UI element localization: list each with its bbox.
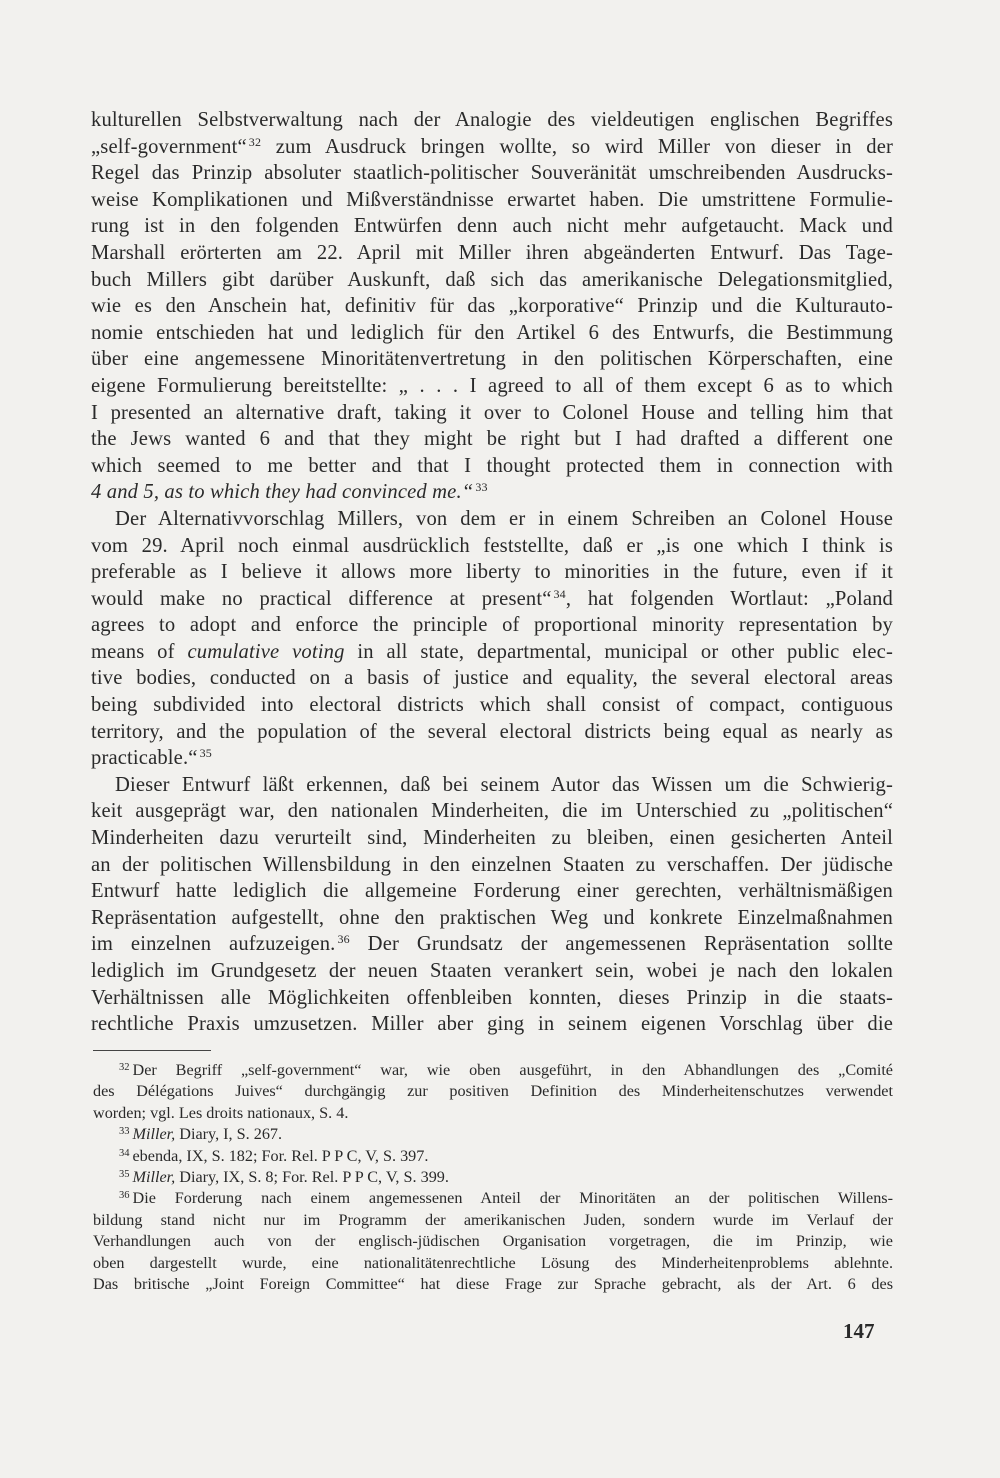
footnote-line bbox=[93, 1146, 893, 1167]
footnote-32 bbox=[93, 1060, 893, 1124]
footnotes bbox=[93, 1060, 893, 1295]
text-run: Der Begriff „self-government“ war, wie oben ausgeführt, in den Abhandlungen des „Comité bbox=[132, 1061, 893, 1079]
text-line: über eine angemessene Minoritätenvertretung in den politischen Körperschaften, eine bbox=[91, 348, 893, 371]
text-run: in all state, departmental, municipal or other public elec- bbox=[357, 640, 893, 663]
footnote-ref: 36 bbox=[337, 932, 350, 947]
text-line: wie es den Anschein hat, definitiv für das „korporative“ Prinzip und die Kulturauto- bbox=[91, 295, 893, 318]
text-line: kulturellen Selbstverwaltung nach der Analogie des vieldeutigen englischen Begriffes bbox=[91, 109, 893, 131]
text-line: which seemed to me better and that I thought protected them in connection with bbox=[91, 454, 893, 477]
text-line: weise Komplikationen und Mißverständnisse erwartet haben. Die umstrittene Formulie- bbox=[91, 188, 893, 211]
text-line bbox=[91, 479, 893, 506]
text-line: Dieser Entwurf läßt erkennen, daß bei seinem Autor das Wissen um die Schwierig- bbox=[115, 773, 893, 796]
footnote-line: bildung stand nicht nur im Programm der amerikanischen Juden, sondern wurde im Verlauf der bbox=[93, 1210, 893, 1229]
text-line: Der Alternativvorschlag Millers, von dem er in einem Schreiben an Colonel House bbox=[115, 507, 893, 530]
text-run: practicable.“ bbox=[91, 747, 198, 770]
text-line: Verhältnissen alle Möglichkeiten offenbleiben konnten, dieses Prinzip in die staats- bbox=[91, 986, 893, 1009]
text-line: Entwurf hatte lediglich die allgemeine Forderung einer gerechten, verhältnismäßigen bbox=[91, 880, 893, 903]
text-line: Repräsentation aufgestellt, ohne den praktischen Weg und konkrete Einzelmaßnahmen bbox=[91, 906, 893, 929]
footnote-line: Verhandlungen auch von der englisch-jüdischen Organisation vorgetragen, die im Prinzip, wie bbox=[93, 1232, 893, 1251]
footnote-line: worden; vgl. Les droits nationaux, S. 4. bbox=[93, 1103, 349, 1122]
footnote-line bbox=[93, 1167, 893, 1188]
text-line bbox=[91, 931, 893, 958]
text-line bbox=[91, 586, 893, 613]
text-run: Diary, IX, S. 8; For. Rel. P P C, V, S. 399. bbox=[175, 1168, 449, 1187]
footnote-number: 32 bbox=[119, 1062, 130, 1073]
text-line: Regel das Prinzip absoluter staatlich-politischer Souveränität umschreibenden Ausdrucks- bbox=[91, 162, 893, 185]
footnote-line bbox=[93, 1060, 893, 1081]
text-line: vom 29. April noch einmal ausdrücklich feststellte, daß er „is one which I think is bbox=[91, 534, 893, 557]
text-run: „self-government“ bbox=[91, 135, 247, 158]
footnote-35 bbox=[93, 1167, 893, 1188]
text-line: being subdivided into electoral districts which shall consist of compact, contiguous bbox=[91, 694, 893, 717]
page-number: 147 bbox=[843, 1319, 875, 1343]
text-line: buch Millers gibt darüber Auskunft, daß sich das amerikanische Delegationsmitglied, bbox=[91, 268, 893, 291]
footnote-line: Das britische „Joint Foreign Committee“ hat diese Frage zur Sprache gebracht, als der Art. 6 des bbox=[93, 1275, 893, 1294]
text-run: Der Grundsatz der angemessenen Repräsentation sollte bbox=[367, 933, 893, 956]
quoted-italic: 4 and 5, as to which they had convinced me.“ bbox=[91, 481, 474, 504]
footnote-number: 33 bbox=[119, 1126, 130, 1138]
text-line: the Jews wanted 6 and that they might be right but I had drafted a different one bbox=[91, 428, 893, 451]
text-run: im einzelnen aufzuzeigen. bbox=[91, 933, 336, 956]
main-text bbox=[91, 107, 893, 1038]
footnote-ref: 35 bbox=[199, 746, 212, 761]
text-run: means of bbox=[91, 640, 175, 663]
footnote-line bbox=[93, 1188, 893, 1209]
text-line: lediglich im Grundgesetz der neuen Staaten verankert sein, wobei je nach den lokalen bbox=[91, 960, 893, 982]
paragraph-3 bbox=[91, 772, 893, 1038]
footnote-36 bbox=[93, 1188, 893, 1295]
footnote-ref: 34 bbox=[553, 586, 566, 601]
text-line bbox=[91, 134, 893, 161]
paragraph-1 bbox=[91, 107, 893, 506]
text-line: agrees to adopt and enforce the principle of proportional minority representation by bbox=[91, 614, 893, 637]
footnote-number: 35 bbox=[119, 1169, 130, 1181]
footnote-ref: 33 bbox=[475, 480, 488, 495]
text-run: ebenda, IX, S. 182; For. Rel. P P C, V, S. 397. bbox=[132, 1146, 429, 1165]
footnote-number: 36 bbox=[119, 1190, 130, 1202]
footnote-line: des Délégations Juives“ durchgängig zur positiven Definition des Minderheitenschutzes verwendet bbox=[93, 1082, 893, 1101]
author-name: Miller, bbox=[132, 1168, 176, 1187]
text-run: , hat folgenden Wortlaut: „Poland bbox=[565, 587, 894, 610]
footnote-34 bbox=[93, 1146, 893, 1167]
text-line: eigene Formulierung bereitstellte: „ . . . I agreed to all of them except 6 as to which bbox=[91, 374, 893, 397]
footnote-separator bbox=[93, 1050, 211, 1051]
text-line bbox=[91, 639, 893, 666]
text-line: Minderheiten dazu verurteilt sind, Minderheiten zu bleiben, einen gesicherten Anteil bbox=[91, 827, 893, 850]
text-line: tive bodies, conducted on a basis of justice and equality, the several electoral areas bbox=[91, 667, 893, 690]
footnote-number: 34 bbox=[119, 1147, 130, 1159]
text-line: Marshall erörterten am 22. April mit Miller ihren abgeänderten Entwurf. Das Tage- bbox=[91, 241, 893, 264]
text-run: zum Ausdruck bringen wollte, so wird Miller von dieser in der bbox=[275, 135, 893, 158]
text-line: rung ist in den folgenden Entwürfen denn auch nicht mehr aufgetaucht. Mack und bbox=[91, 215, 893, 238]
text-line: nomie entschieden hat und lediglich für den Artikel 6 des Entwurfs, die Bestimmung bbox=[91, 321, 893, 344]
footnote-line bbox=[93, 1124, 893, 1145]
paragraph-2 bbox=[91, 506, 893, 772]
text-run: Diary, I, S. 267. bbox=[175, 1125, 283, 1144]
text-line: an der politischen Willensbildung in den einzelnen Staaten zu verschaffen. Der jüdische bbox=[91, 853, 893, 876]
text-line: keit ausgeprägt war, den nationalen Minderheiten, die im Unterschied zu „politischen“ bbox=[91, 800, 893, 823]
text-line: territory, and the population of the several electoral districts being equal as nearly as bbox=[91, 720, 893, 743]
text-run: Die Forderung nach einem angemessenen Anteil der Minoritäten an der politischen Willens- bbox=[132, 1189, 893, 1208]
text-line: rechtliche Praxis umzusetzen. Miller aber ging in seinem eigenen Vorschlag über die bbox=[91, 1013, 893, 1036]
text-line: preferable as I believe it allows more liberty to minorities in the future, even if it bbox=[91, 561, 893, 584]
author-name: Miller, bbox=[132, 1125, 176, 1144]
footnote-33 bbox=[93, 1124, 893, 1145]
footnote-line: oben dargestellt wurde, eine nationalitätenrechtliche Lösung des Minderheitenproblems ablehnte. bbox=[93, 1253, 893, 1272]
emphasis-text: cumulative voting bbox=[187, 640, 345, 663]
footnote-ref: 32 bbox=[248, 134, 262, 149]
text-run: would make no practical difference at present“ bbox=[91, 587, 552, 610]
text-line bbox=[91, 745, 893, 772]
text-line: I presented an alternative draft, taking it over to Colonel House and telling him that bbox=[91, 401, 893, 424]
